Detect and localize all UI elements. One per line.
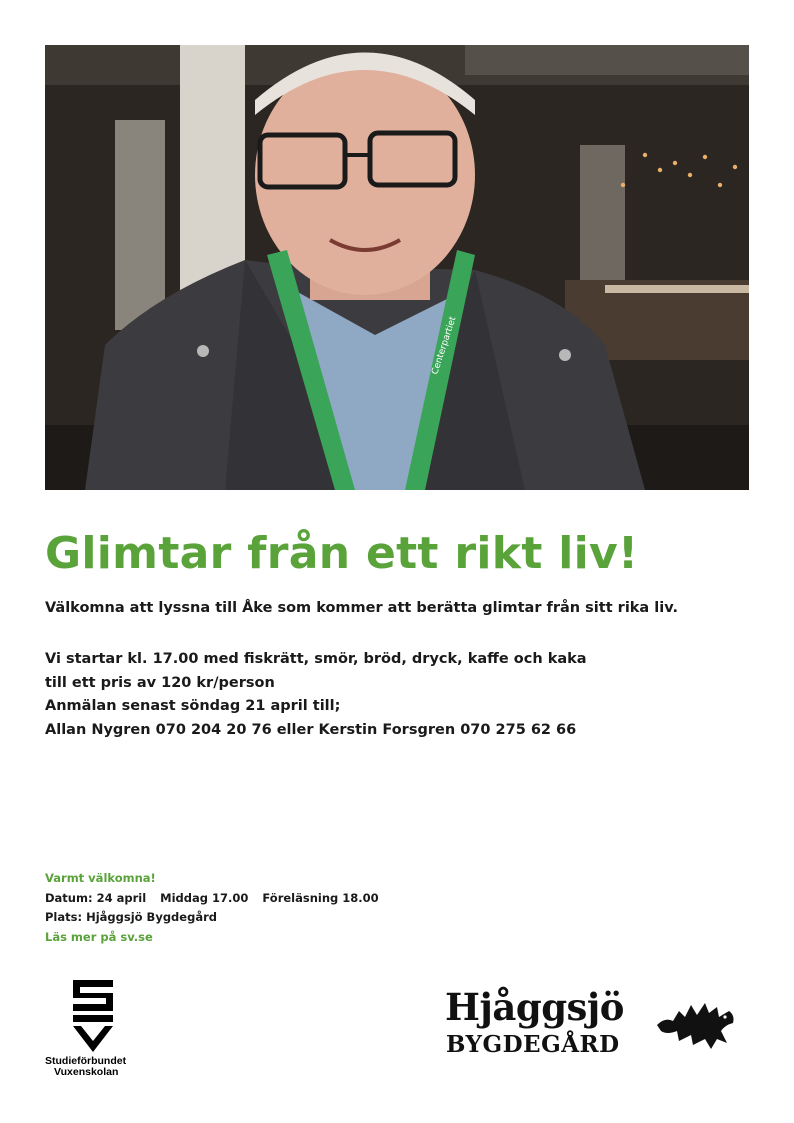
event-details — [45, 648, 587, 742]
welcome-text: Varmt välkomna! — [45, 871, 156, 885]
read-more-link[interactable]: Läs mer på sv.se — [45, 929, 153, 944]
portrait-photo — [45, 45, 749, 490]
hb-logo-name: Hjåggsjö — [445, 985, 624, 1029]
sv-logo-mark — [71, 978, 115, 1054]
page-title: Glimtar från ett rikt liv! — [45, 528, 639, 579]
dinner-time: Middag 17.00 — [160, 890, 249, 905]
lanyard-text: Centerpartiet — [430, 315, 459, 376]
studieforbundet-vuxenskolan-logo — [45, 978, 145, 1083]
details-line-registration: Anmälan senast söndag 21 april till; — [45, 698, 341, 714]
footer-info — [45, 869, 379, 947]
hb-logo-sub: BYGDEGÅRD — [446, 1031, 620, 1058]
details-line-contacts: Allan Nygren 070 204 20 76 eller Kerstin Forsgren 070 275 62 66 — [45, 721, 577, 738]
hjaggsjo-bygdegard-logo — [445, 985, 745, 1065]
date-line — [45, 889, 379, 909]
dragon-icon — [655, 995, 737, 1051]
sv-logo-line1: Studieförbundet — [45, 1055, 127, 1067]
details-line-menu: Vi startar kl. 17.00 med fiskrätt, smör, bröd, dryck, kaffe och kaka — [45, 651, 587, 667]
intro-text: Välkomna att lyssna till Åke som kommer att berätta glimtar från sitt rika liv. — [45, 600, 678, 616]
lecture-time: Föreläsning 18.00 — [262, 890, 379, 905]
details-line-price: till ett pris av 120 kr/person — [45, 674, 275, 691]
sv-logo-line2: Vuxenskolan — [54, 1066, 119, 1078]
place-line: Plats: Hjåggsjö Bygdegård — [45, 910, 217, 924]
portrait-illustration — [45, 45, 749, 490]
date-label: Datum: 24 april — [45, 890, 147, 905]
